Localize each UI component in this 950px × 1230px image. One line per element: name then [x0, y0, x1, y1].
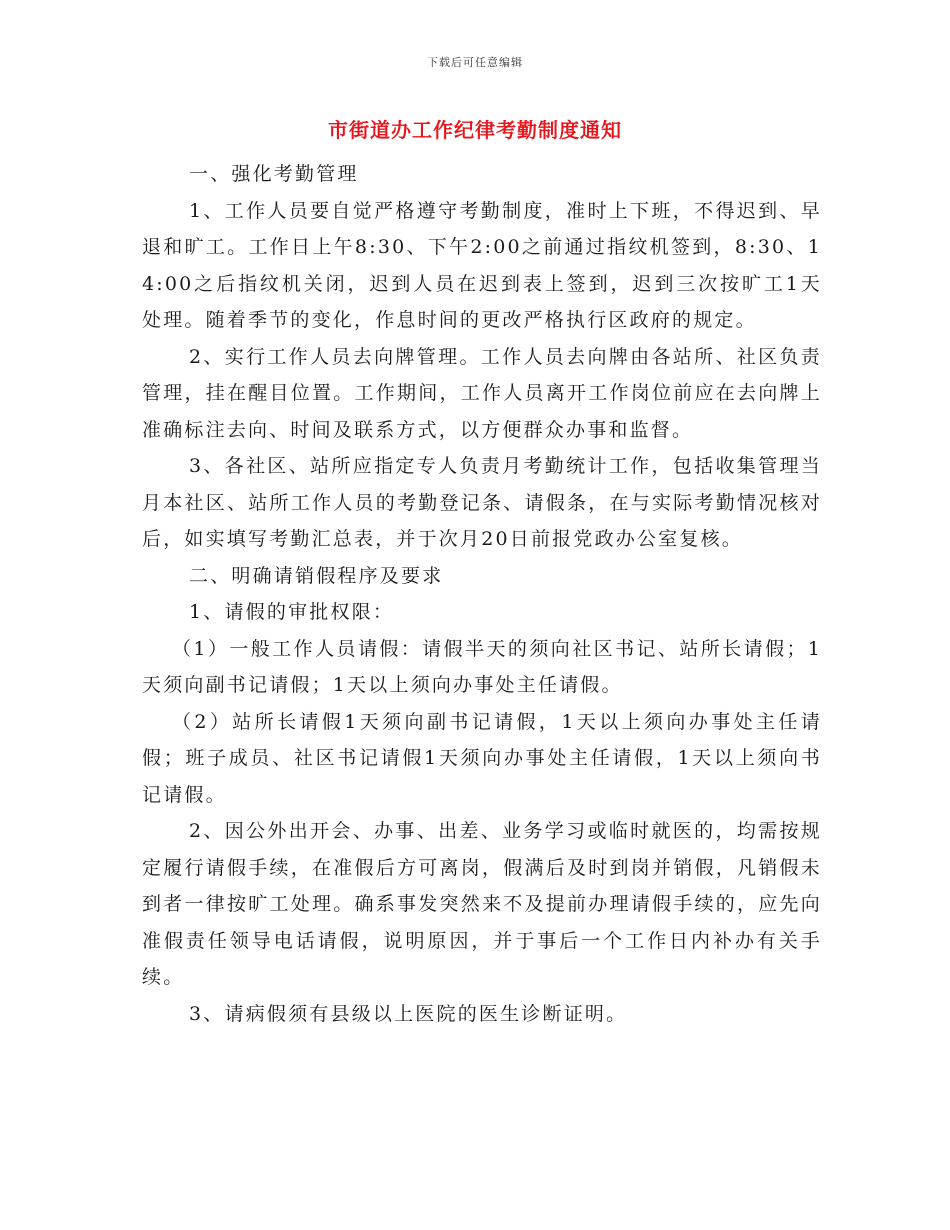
paragraph-approval-authority: 1、请假的审批权限： — [189, 601, 395, 623]
paragraph-staff-leave: （1）一般工作人员请假：请假半天的须向社区书记、站所长请假；1天须向副书记请假；1天以上须向办事处主任请假。 — [142, 637, 822, 696]
section-heading-2: 二、明确请销假程序及要求 — [189, 564, 444, 587]
paragraph-official-leave: 2、因公外出开会、办事、出差、业务学习或临时就医的，均需按规定履行请假手续，在准假后方可离岗，假满后及时到岗并销假，凡销假未到者一律按旷工处理。确系事发突然来不及提前办理请假手续的，应先向准假责任领导电话请假，说明原因，并于事后一个工作日内补办有关手续。 — [142, 820, 822, 988]
document-body — [142, 156, 822, 1032]
paragraph-whereabouts-board: 2、实行工作人员去向牌管理。工作人员去向牌由各站所、社区负责管理，挂在醒目位置。工作期间，工作人员离开工作岗位前应在去向牌上准确标注去向、时间及联系方式，以方便群众办事和监督。 — [142, 345, 822, 441]
paragraph-monthly-statistics: 3、各社区、站所应指定专人负责月考勤统计工作，包括收集管理当月本社区、站所工作人员的考勤登记条、请假条，在与实际考勤情况核对后，如实填写考勤汇总表，并于次月20日前报党政办公室复核。 — [142, 455, 822, 550]
header-note: 下载后可任意编辑 — [427, 56, 523, 69]
paragraph-head-leave: （2）站所长请假1天须向副书记请假，1天以上须向办事处主任请假；班子成员、社区书记请假1天须向办事处主任请假，1天以上须向书记请假。 — [142, 710, 822, 806]
paragraph-attendance-rules: 1、工作人员要自觉严格遵守考勤制度，准时上下班，不得迟到、早退和旷工。工作日上午8:30、下午2:00之前通过指纹机签到，8:30、14:00之后指纹机关闭，迟到人员在迟到表上签到，迟到三次按旷工1天处理。随着季节的变化，作息时间的更改严格执行区政府的规定。 — [142, 199, 822, 331]
section-heading-1: 一、强化考勤管理 — [189, 163, 359, 185]
document-title: 市街道办工作纪律考勤制度通知 — [328, 118, 622, 142]
paragraph-sick-leave: 3、请病假须有县级以上医院的医生诊断证明。 — [189, 1002, 628, 1025]
